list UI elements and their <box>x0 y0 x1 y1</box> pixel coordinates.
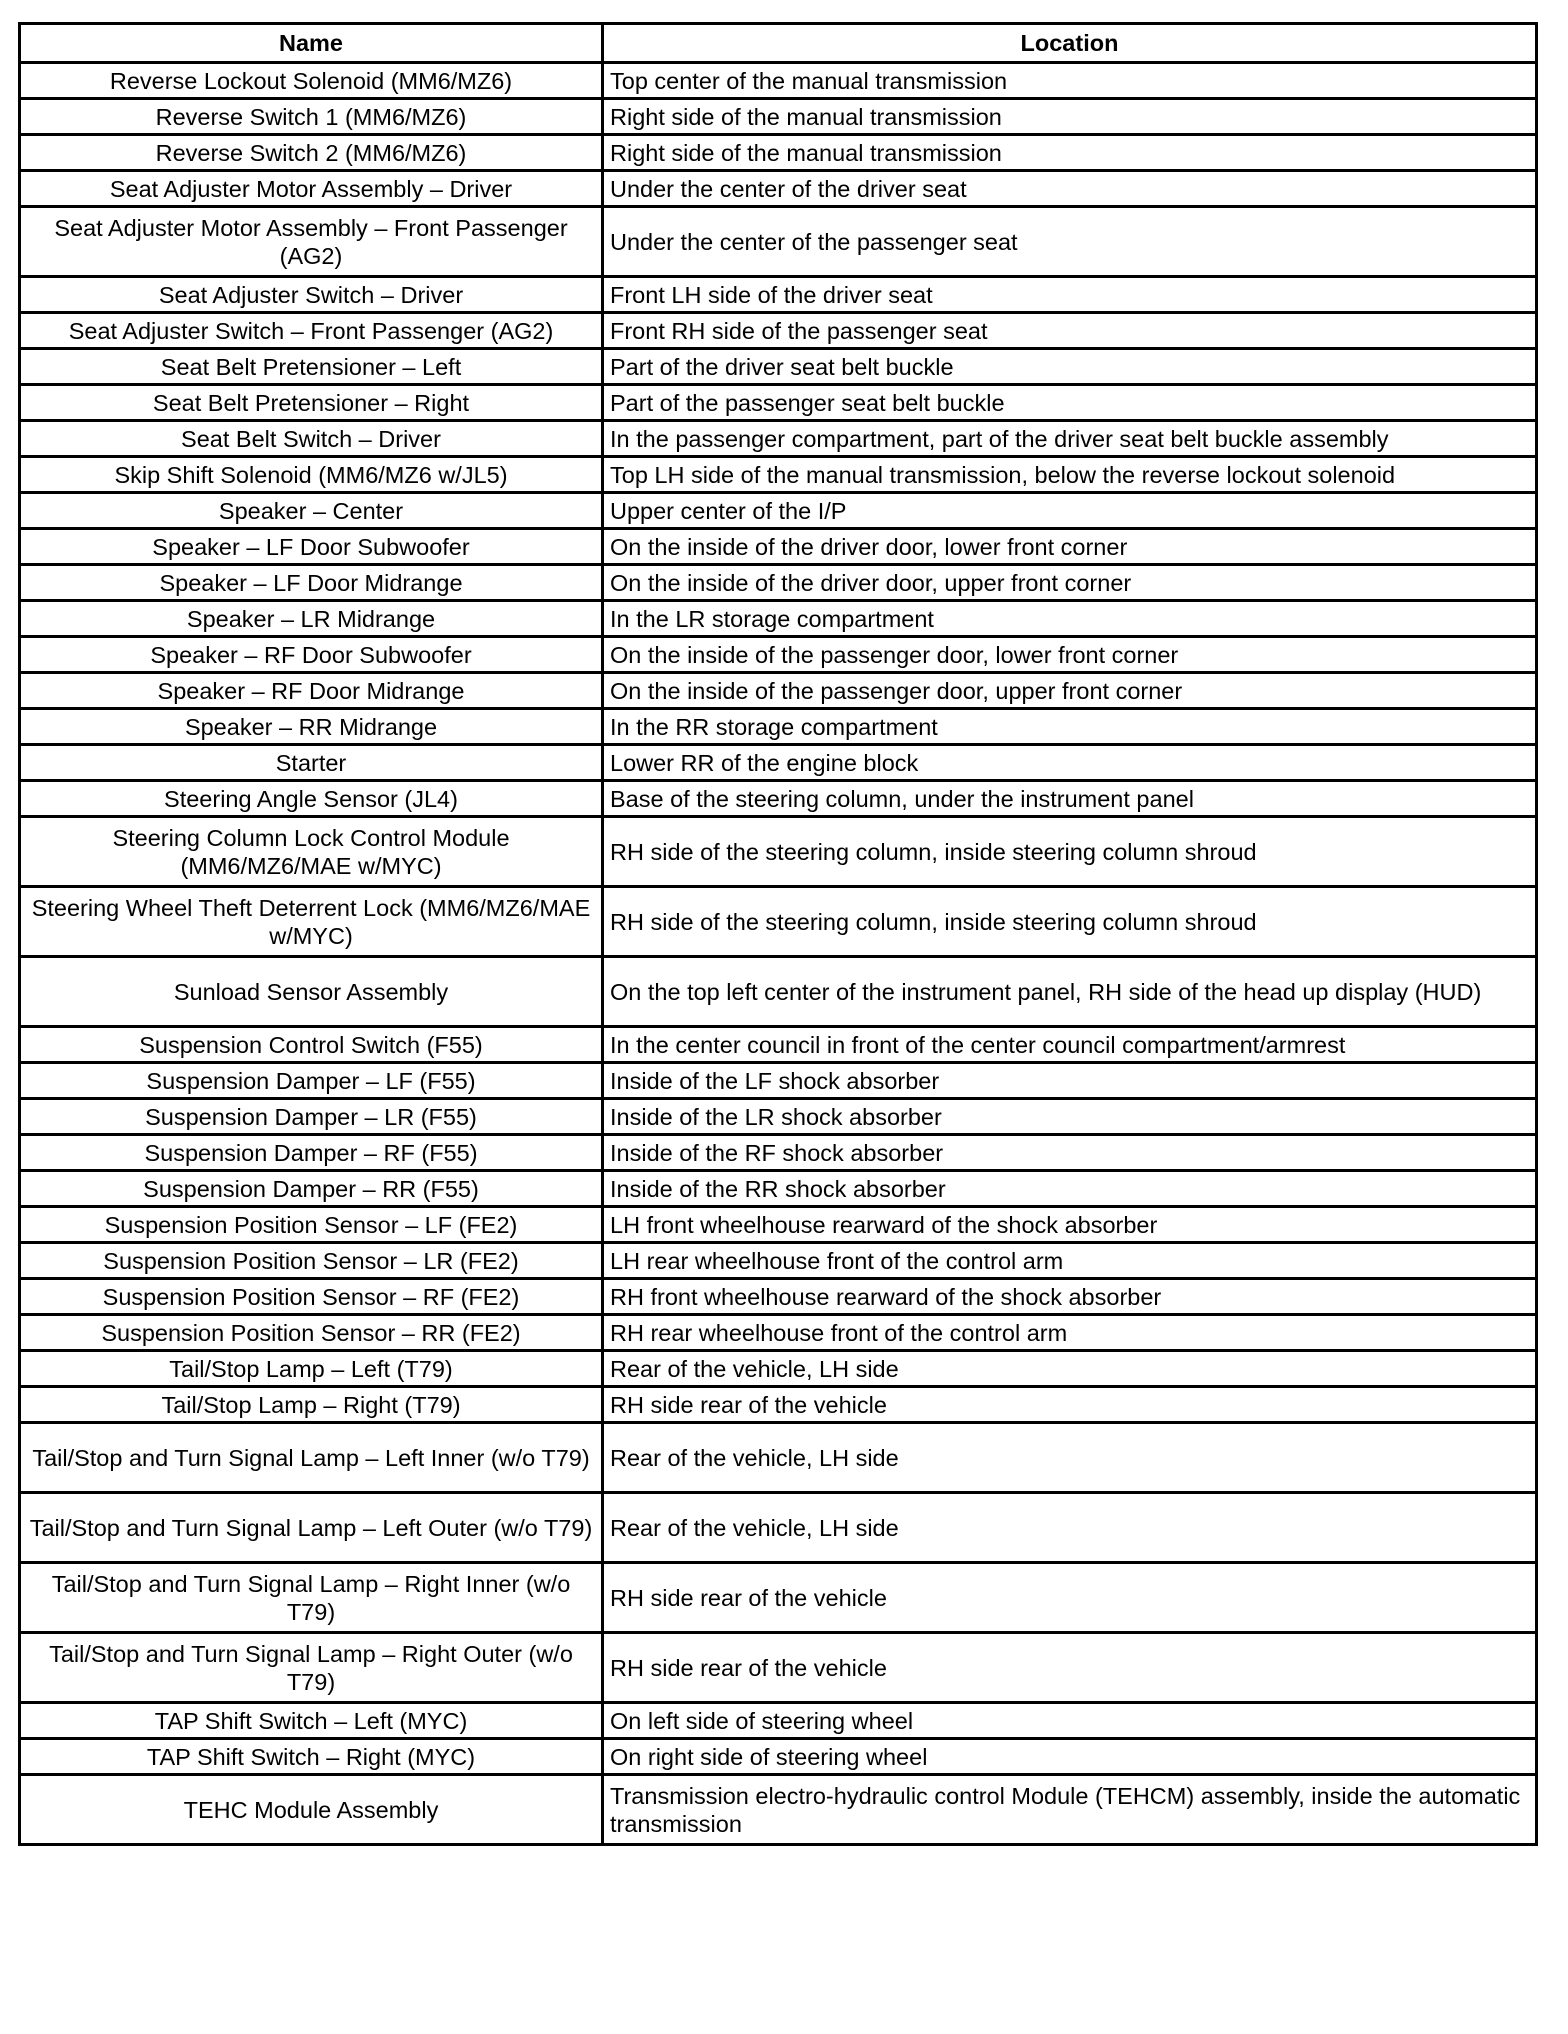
component-name-cell: Tail/Stop Lamp – Right (T79) <box>20 1387 603 1423</box>
component-location-cell: RH side rear of the vehicle <box>603 1387 1537 1423</box>
table-row <box>20 1027 1537 1063</box>
component-name-cell: Suspension Position Sensor – RR (FE2) <box>20 1315 603 1351</box>
component-location-cell: On the inside of the driver door, upper front corner <box>603 565 1537 601</box>
table-row <box>20 1063 1537 1099</box>
table-row <box>20 529 1537 565</box>
table-row <box>20 493 1537 529</box>
component-name-cell: Speaker – LF Door Subwoofer <box>20 529 603 565</box>
component-location-cell: On the inside of the passenger door, lower front corner <box>603 637 1537 673</box>
component-location-cell: Rear of the vehicle, LH side <box>603 1493 1537 1563</box>
component-location-cell: RH front wheelhouse rearward of the shock absorber <box>603 1279 1537 1315</box>
component-name-cell: TEHC Module Assembly <box>20 1775 603 1845</box>
component-location-cell: Under the center of the passenger seat <box>603 207 1537 277</box>
component-location-cell: Lower RR of the engine block <box>603 745 1537 781</box>
table-row <box>20 565 1537 601</box>
table-row <box>20 957 1537 1027</box>
component-name-cell: Suspension Control Switch (F55) <box>20 1027 603 1063</box>
table-row <box>20 1493 1537 1563</box>
component-location-cell: Right side of the manual transmission <box>603 99 1537 135</box>
table-row <box>20 1739 1537 1775</box>
component-location-cell: Part of the passenger seat belt buckle <box>603 385 1537 421</box>
component-name-cell: Suspension Damper – RF (F55) <box>20 1135 603 1171</box>
table-row <box>20 1423 1537 1493</box>
component-name-cell: Steering Angle Sensor (JL4) <box>20 781 603 817</box>
component-location-cell: In the passenger compartment, part of the driver seat belt buckle assembly <box>603 421 1537 457</box>
component-name-cell: Seat Belt Pretensioner – Left <box>20 349 603 385</box>
component-name-cell: Suspension Damper – RR (F55) <box>20 1171 603 1207</box>
component-location-cell: RH side of the steering column, inside steering column shroud <box>603 817 1537 887</box>
table-row <box>20 277 1537 313</box>
table-row <box>20 63 1537 99</box>
component-location-table-container <box>18 22 1535 1846</box>
table-row <box>20 673 1537 709</box>
component-name-cell: Speaker – Center <box>20 493 603 529</box>
component-name-cell: Steering Wheel Theft Deterrent Lock (MM6/MZ6/MAE w/MYC) <box>20 887 603 957</box>
component-location-cell: LH rear wheelhouse front of the control arm <box>603 1243 1537 1279</box>
table-row <box>20 1099 1537 1135</box>
component-location-cell: LH front wheelhouse rearward of the shock absorber <box>603 1207 1537 1243</box>
component-location-cell: Front RH side of the passenger seat <box>603 313 1537 349</box>
component-name-cell: Reverse Switch 1 (MM6/MZ6) <box>20 99 603 135</box>
table-row <box>20 1351 1537 1387</box>
component-location-cell: Front LH side of the driver seat <box>603 277 1537 313</box>
component-location-cell: Part of the driver seat belt buckle <box>603 349 1537 385</box>
table-row <box>20 781 1537 817</box>
table-row <box>20 1315 1537 1351</box>
table-row <box>20 1243 1537 1279</box>
component-name-cell: Reverse Switch 2 (MM6/MZ6) <box>20 135 603 171</box>
component-name-cell: Tail/Stop and Turn Signal Lamp – Left Inner (w/o T79) <box>20 1423 603 1493</box>
table-row <box>20 207 1537 277</box>
component-location-cell: Top LH side of the manual transmission, below the reverse lockout solenoid <box>603 457 1537 493</box>
table-row <box>20 421 1537 457</box>
table-row <box>20 709 1537 745</box>
component-name-cell: Tail/Stop and Turn Signal Lamp – Left Outer (w/o T79) <box>20 1493 603 1563</box>
component-location-cell: Top center of the manual transmission <box>603 63 1537 99</box>
component-location-cell: RH side of the steering column, inside steering column shroud <box>603 887 1537 957</box>
component-location-cell: Transmission electro-hydraulic control Module (TEHCM) assembly, inside the automatic transmission <box>603 1775 1537 1845</box>
component-name-cell: Tail/Stop Lamp – Left (T79) <box>20 1351 603 1387</box>
component-location-cell: Under the center of the driver seat <box>603 171 1537 207</box>
component-location-cell: Base of the steering column, under the instrument panel <box>603 781 1537 817</box>
table-row <box>20 601 1537 637</box>
table-row <box>20 313 1537 349</box>
component-location-cell: Rear of the vehicle, LH side <box>603 1351 1537 1387</box>
table-row <box>20 457 1537 493</box>
component-location-cell: Inside of the LF shock absorber <box>603 1063 1537 1099</box>
component-name-cell: Suspension Position Sensor – LR (FE2) <box>20 1243 603 1279</box>
component-name-cell: Speaker – RR Midrange <box>20 709 603 745</box>
component-location-cell: In the center council in front of the center council compartment/armrest <box>603 1027 1537 1063</box>
component-location-cell: Inside of the RR shock absorber <box>603 1171 1537 1207</box>
component-location-cell: On the inside of the driver door, lower front corner <box>603 529 1537 565</box>
component-name-cell: Seat Adjuster Motor Assembly – Driver <box>20 171 603 207</box>
component-name-cell: Skip Shift Solenoid (MM6/MZ6 w/JL5) <box>20 457 603 493</box>
component-name-cell: Reverse Lockout Solenoid (MM6/MZ6) <box>20 63 603 99</box>
component-name-cell: Suspension Position Sensor – RF (FE2) <box>20 1279 603 1315</box>
table-row <box>20 637 1537 673</box>
component-location-cell: Right side of the manual transmission <box>603 135 1537 171</box>
header-location: Location <box>603 24 1537 63</box>
component-location-cell: Upper center of the I/P <box>603 493 1537 529</box>
component-name-cell: Seat Belt Pretensioner – Right <box>20 385 603 421</box>
component-location-cell: RH rear wheelhouse front of the control arm <box>603 1315 1537 1351</box>
table-row <box>20 1775 1537 1845</box>
table-body <box>20 63 1537 1845</box>
component-name-cell: Suspension Position Sensor – LF (FE2) <box>20 1207 603 1243</box>
component-name-cell: Speaker – LF Door Midrange <box>20 565 603 601</box>
component-name-cell: Seat Adjuster Switch – Front Passenger (AG2) <box>20 313 603 349</box>
table-row <box>20 1387 1537 1423</box>
table-row <box>20 349 1537 385</box>
component-name-cell: Suspension Damper – LR (F55) <box>20 1099 603 1135</box>
table-row <box>20 1563 1537 1633</box>
component-location-cell: In the LR storage compartment <box>603 601 1537 637</box>
component-name-cell: Starter <box>20 745 603 781</box>
component-name-cell: Speaker – LR Midrange <box>20 601 603 637</box>
component-name-cell: Seat Belt Switch – Driver <box>20 421 603 457</box>
table-row <box>20 1703 1537 1739</box>
table-header-row <box>20 24 1537 63</box>
component-name-cell: Seat Adjuster Switch – Driver <box>20 277 603 313</box>
component-name-cell: Suspension Damper – LF (F55) <box>20 1063 603 1099</box>
component-name-cell: Speaker – RF Door Subwoofer <box>20 637 603 673</box>
table-row <box>20 887 1537 957</box>
component-location-table <box>18 22 1538 1846</box>
component-name-cell: TAP Shift Switch – Right (MYC) <box>20 1739 603 1775</box>
component-name-cell: Sunload Sensor Assembly <box>20 957 603 1027</box>
component-location-cell: On the top left center of the instrument panel, RH side of the head up display (HUD) <box>603 957 1537 1027</box>
table-row <box>20 1207 1537 1243</box>
component-location-cell: Inside of the RF shock absorber <box>603 1135 1537 1171</box>
component-name-cell: TAP Shift Switch – Left (MYC) <box>20 1703 603 1739</box>
component-name-cell: Seat Adjuster Motor Assembly – Front Passenger (AG2) <box>20 207 603 277</box>
table-row <box>20 1171 1537 1207</box>
component-location-cell: In the RR storage compartment <box>603 709 1537 745</box>
table-row <box>20 1135 1537 1171</box>
component-location-cell: On right side of steering wheel <box>603 1739 1537 1775</box>
component-location-cell: On left side of steering wheel <box>603 1703 1537 1739</box>
table-row <box>20 171 1537 207</box>
table-row <box>20 817 1537 887</box>
table-row <box>20 385 1537 421</box>
component-location-cell: On the inside of the passenger door, upper front corner <box>603 673 1537 709</box>
component-location-cell: Inside of the LR shock absorber <box>603 1099 1537 1135</box>
component-name-cell: Speaker – RF Door Midrange <box>20 673 603 709</box>
header-name: Name <box>20 24 603 63</box>
component-location-cell: RH side rear of the vehicle <box>603 1633 1537 1703</box>
table-row <box>20 135 1537 171</box>
table-row <box>20 1633 1537 1703</box>
component-name-cell: Tail/Stop and Turn Signal Lamp – Right Inner (w/o T79) <box>20 1563 603 1633</box>
component-name-cell: Steering Column Lock Control Module (MM6/MZ6/MAE w/MYC) <box>20 817 603 887</box>
component-name-cell: Tail/Stop and Turn Signal Lamp – Right Outer (w/o T79) <box>20 1633 603 1703</box>
table-row <box>20 1279 1537 1315</box>
table-row <box>20 99 1537 135</box>
component-location-cell: RH side rear of the vehicle <box>603 1563 1537 1633</box>
table-row <box>20 745 1537 781</box>
component-location-cell: Rear of the vehicle, LH side <box>603 1423 1537 1493</box>
